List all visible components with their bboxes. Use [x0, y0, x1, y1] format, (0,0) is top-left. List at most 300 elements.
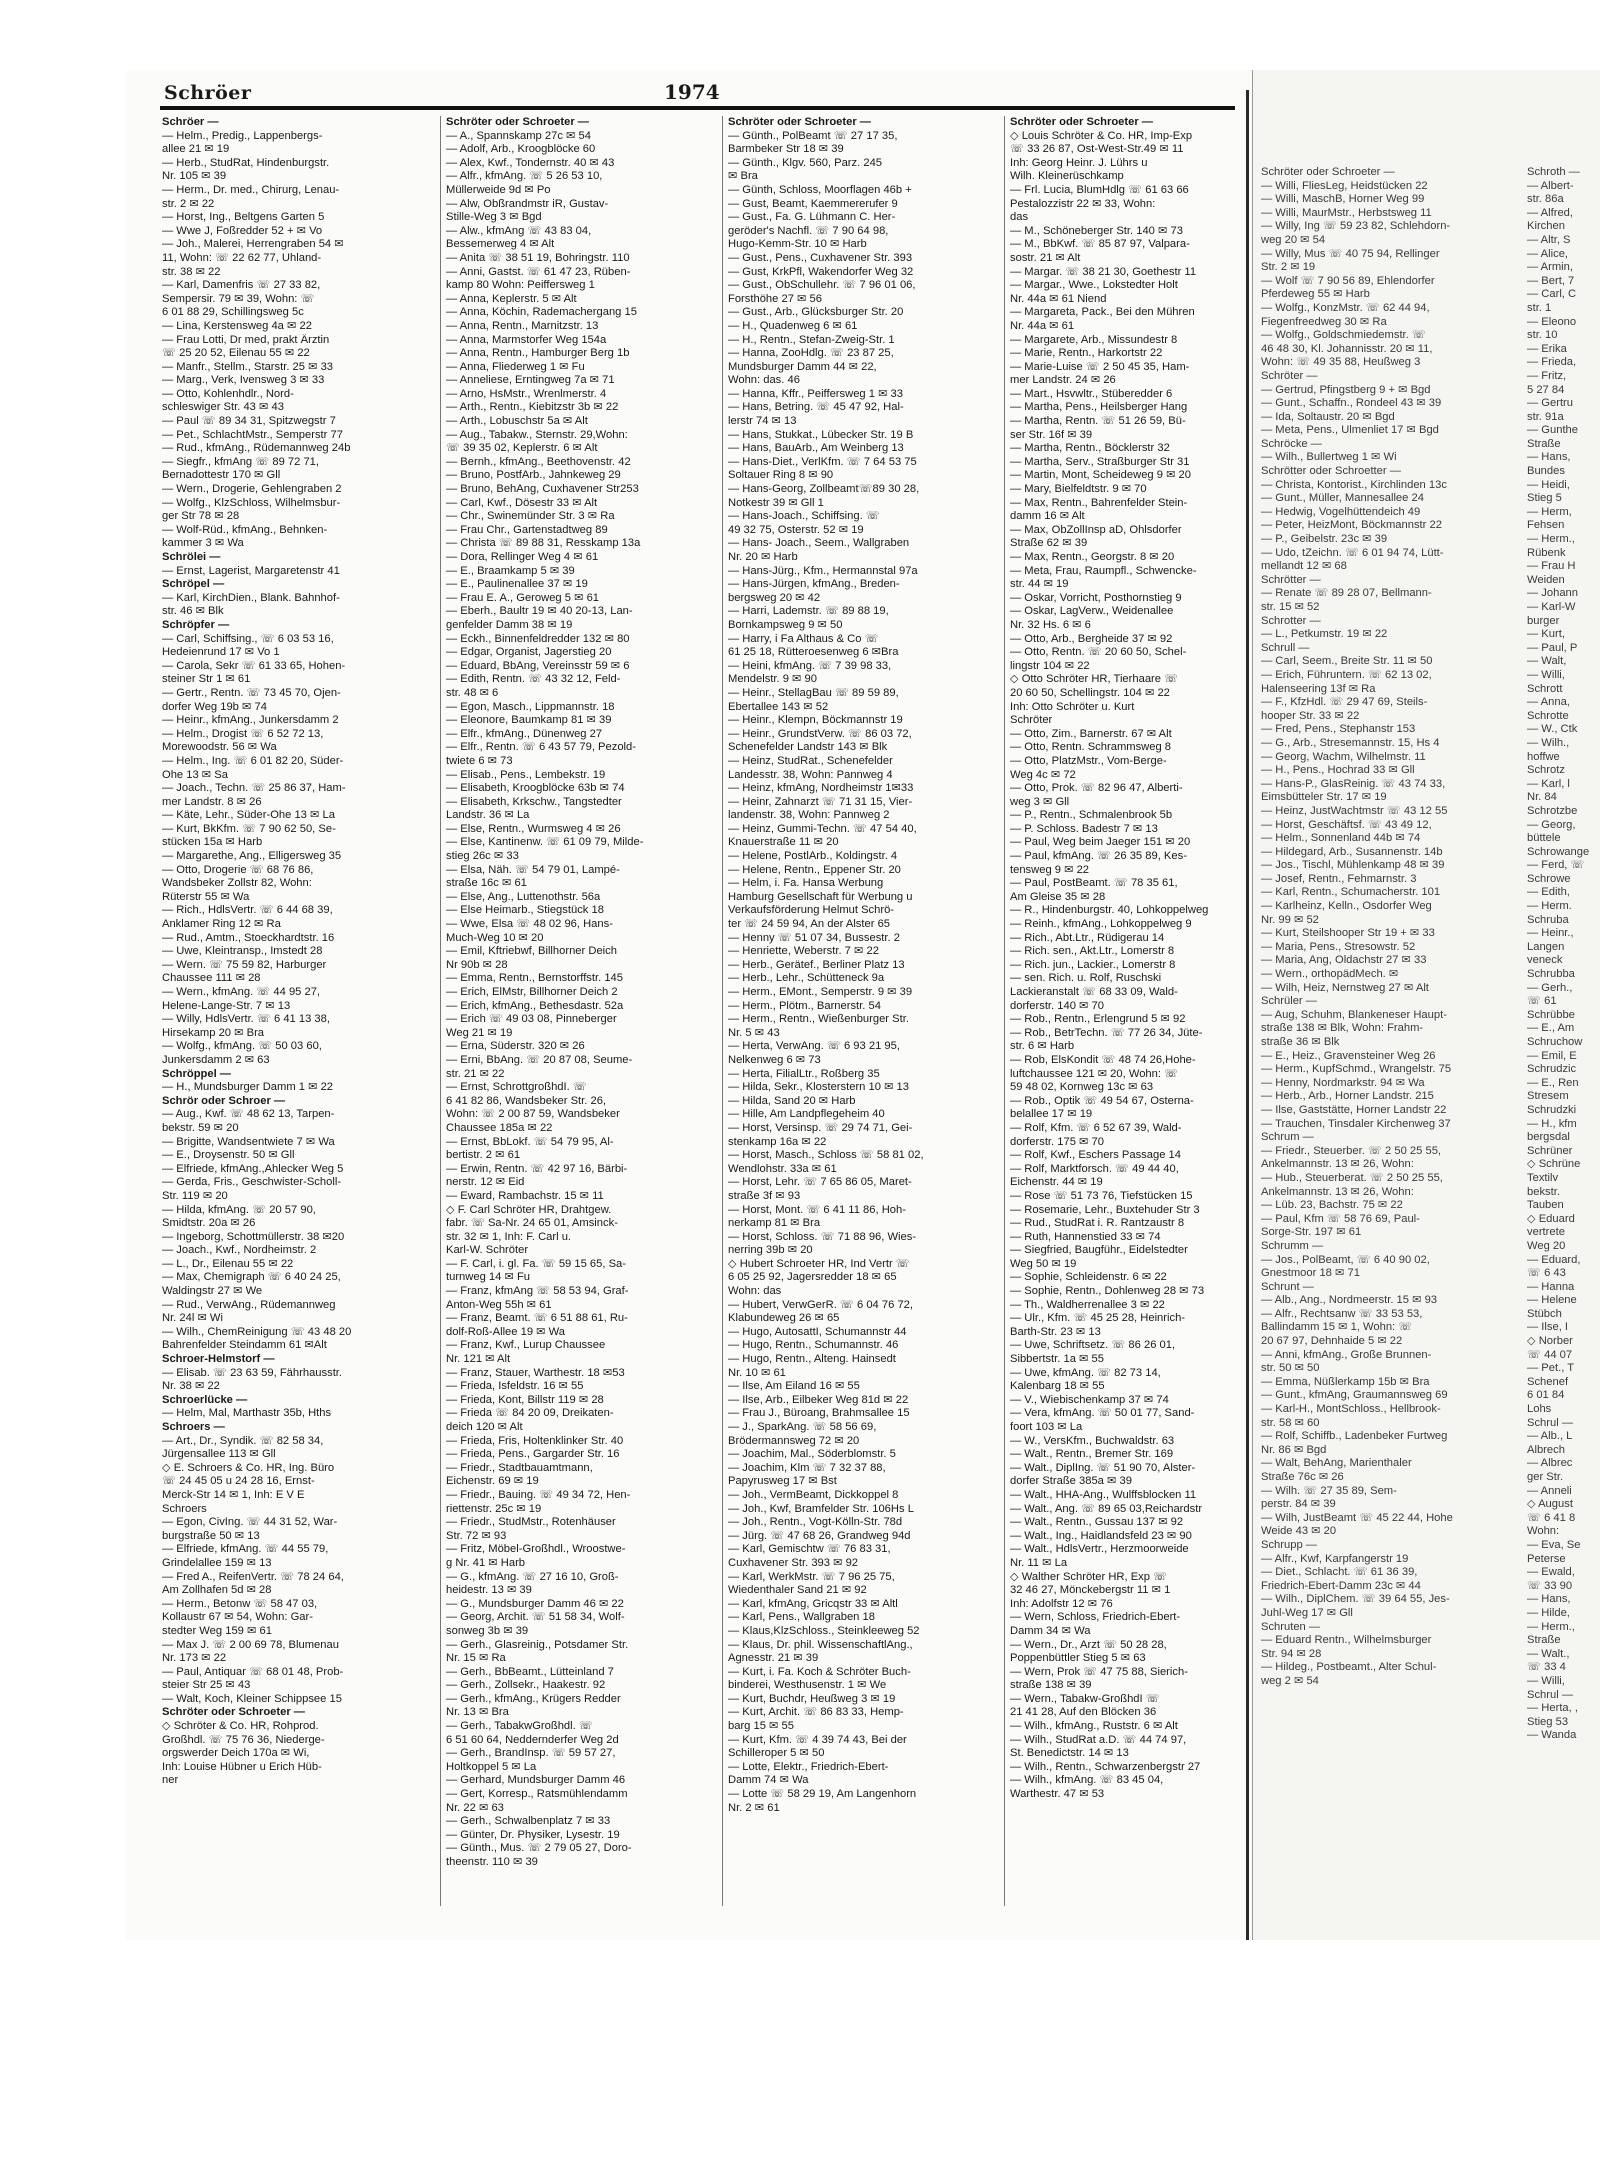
directory-entry-line: — A., Spannskamp 27c ✉ 54 — [446, 129, 591, 142]
directory-entry-line: weg 20 ✉ 54 — [1261, 233, 1326, 246]
directory-entry-line: Nr 90b ✉ 28 — [446, 958, 508, 971]
directory-entry-line: 6 51 60 64, Neddernderfer Weg 2d — [446, 1733, 619, 1746]
directory-entry-line: — Frl. Lucia, BlumHdlg ☏ 61 63 66 — [1010, 183, 1189, 196]
directory-entry-line: 59 48 02, Kornweg 13c ✉ 63 — [1010, 1081, 1154, 1094]
adjacent-column-2 — [1527, 166, 1600, 1743]
directory-entry-line: stedter Weg 159 ✉ 61 — [162, 1624, 272, 1637]
directory-entry-line: Schrowange — [1527, 845, 1590, 858]
directory-entry-line: Nr. 44a ✉ 61 — [1010, 319, 1075, 332]
directory-entry-line: ◇ Schrüne — [1527, 1158, 1581, 1171]
directory-entry-line: Helene-Lange-Str. 7 ✉ 13 — [162, 999, 291, 1012]
directory-entry-line: perstr. 84 ✉ 39 — [1261, 1498, 1336, 1511]
directory-entry-line: Stieg 5 — [1527, 492, 1562, 505]
directory-entry-line: Weide 43 ✉ 20 — [1261, 1525, 1337, 1538]
directory-entry-line: — Erni, BbAng. ☏ 20 87 08, Seume- — [446, 1053, 633, 1066]
directory-entry-line: Eimsbütteler Str. 17 ✉ 19 — [1261, 791, 1387, 804]
directory-entry-line: dolf-Roß-Allee 19 ✉ Wa — [446, 1325, 566, 1338]
directory-entry-line: Stille-Weg 3 ✉ Bgd — [446, 211, 542, 224]
directory-entry-line: — Hans-Joach., Schiffsing. ☏ — [728, 510, 880, 523]
directory-entry-line: Schrubba — [1527, 968, 1575, 981]
directory-entry-line: — Hildeg., Postbeamt., Alter Schul- — [1261, 1661, 1437, 1674]
directory-entry-line: ☏ 33 4 — [1527, 1661, 1566, 1674]
directory-entry-line: Friedrich-Ebert-Damm 23c ✉ 44 — [1261, 1579, 1421, 1592]
directory-entry-line: deich 120 ✉ Alt — [446, 1421, 523, 1433]
directory-entry-line: — Walt., HdlsVertr., Herzmoorweide — [1010, 1543, 1189, 1556]
directory-entry-line: bergsdal — [1527, 1131, 1570, 1144]
directory-column-1 — [162, 116, 432, 1788]
directory-entry-line: — Wern., Drogerie, Gehlengraben 2 — [162, 483, 342, 496]
directory-entry-line: Agnesstr. 21 ✉ 39 — [728, 1652, 819, 1665]
directory-entry-line: — Franz, kfmAng ☏ 58 53 94, Graf- — [446, 1285, 629, 1298]
directory-entry-line: ☏ 33 90 — [1527, 1579, 1573, 1592]
directory-entry-line: — Georg, — [1527, 818, 1576, 831]
directory-entry-line: Weg 50 ✉ 19 — [1010, 1257, 1077, 1270]
directory-entry-line: Str. 119 ✉ 20 — [162, 1189, 228, 1202]
directory-entry-line: — Rolf, Marktforsch. ☏ 49 44 40, — [1010, 1162, 1179, 1175]
directory-entry-line: — Rich., HdlsVertr. ☏ 6 44 68 39, — [162, 904, 333, 917]
directory-entry-line: — Gerhard, Mundsburger Damm 46 — [446, 1774, 626, 1787]
directory-entry-line: ◇ Hubert Schroeter HR, Ind Vertr ☏ — [728, 1257, 910, 1270]
directory-entry-line: ☏ 61 — [1527, 995, 1557, 1008]
directory-entry-line: Großhdl. ☏ 75 76 36, Niederge- — [162, 1733, 325, 1746]
directory-entry-line: Schröter oder Schroeter — — [728, 116, 871, 128]
directory-entry-line: weg 2 ✉ 54 — [1261, 1674, 1319, 1687]
directory-entry-line: das — [1010, 211, 1029, 224]
directory-entry-line: Sibbertstr. 1a ✉ 55 — [1010, 1353, 1104, 1366]
directory-entry-line: — Gust., Fa. G. Lühmann C. Her- — [728, 211, 896, 224]
directory-entry-line: — Fred A., ReifenVertr. ☏ 78 24 64, — [162, 1570, 344, 1583]
directory-entry-line: — Joach., Kwf., Nordheimstr. 2 — [162, 1244, 317, 1257]
directory-entry-line: Kalenbarg 18 ✉ 55 — [1010, 1380, 1105, 1393]
directory-entry-line: — G., Arb., Stresemannstr. 15, Hs 4 — [1261, 736, 1440, 749]
directory-entry-line: Brödermannsweg 72 ✉ 20 — [728, 1434, 860, 1447]
directory-entry-line: allee 21 ✉ 19 — [162, 143, 230, 156]
directory-entry-line: Straße — [1527, 437, 1561, 450]
directory-entry-line: Langen — [1527, 940, 1565, 953]
directory-entry-line: Nr. 38 ✉ 22 — [162, 1380, 220, 1393]
directory-entry-line: — Rob, ElsKondit ☏ 48 74 26,Hohe- — [1010, 1053, 1196, 1066]
directory-entry-line: stücken 15a ✉ Harb — [162, 836, 263, 849]
directory-entry-line: — Albrec — [1527, 1457, 1573, 1470]
directory-entry-line: bertistr. 2 ✉ 61 — [446, 1149, 521, 1162]
directory-entry-line: — Edgar, Organist, Jagerstieg 20 — [446, 646, 612, 659]
directory-entry-line: — Heinr., — [1527, 927, 1574, 940]
directory-entry-line: — Franz, Stauer, Warthestr. 18 ✉53 — [446, 1366, 625, 1379]
directory-entry-line: — Erich, Führuntern. ☏ 62 13 02, — [1261, 668, 1432, 681]
running-head-word: Schröer — [164, 82, 252, 104]
directory-entry-line: — Marie, Rentn., Harkortstr 22 — [1010, 347, 1163, 360]
directory-entry-line: — Franz, Beamt. ☏ 6 51 88 61, Ru- — [446, 1312, 628, 1325]
directory-entry-line: — Rolf, Kwf., Eschers Passage 14 — [1010, 1149, 1181, 1162]
directory-entry-line: — Hans-Diet., VerlKfm. ☏ 7 64 53 75 — [728, 455, 917, 468]
directory-entry-line: Schrotte — [1527, 709, 1569, 722]
directory-entry-line: — Günter, Dr. Physiker, Lysestr. 19 — [446, 1828, 620, 1841]
directory-entry-line: str. 1 — [1527, 301, 1552, 314]
directory-entry-line: — Elfriede, kfmAng. ☏ 44 55 79, — [162, 1543, 329, 1556]
directory-entry-line: — Karlheinz, Kelln., Osdorfer Weg — [1261, 900, 1432, 913]
directory-entry-line: Schröcke — — [1261, 437, 1322, 450]
directory-entry-line: — Paul, PostBeamt. ☏ 78 35 61, — [1010, 877, 1178, 890]
directory-entry-line: — M., Schöneberger Str. 140 ✉ 73 — [1010, 224, 1183, 237]
directory-entry-line: — Margareta, Pack., Bei den Mühren — [1010, 306, 1195, 319]
directory-entry-line: Bahrenfelder Steindamm 61 ✉Alt — [162, 1339, 327, 1352]
directory-entry-line: — Alice, — [1527, 247, 1569, 260]
directory-entry-line: Ankelmannstr. 13 ✉ 26, Wohn: — [1261, 1185, 1414, 1198]
directory-entry-line: — Wern., orthopädMech. ✉ — [1261, 968, 1399, 981]
directory-entry-line: Ballindamm 15 ✉ 1, Wohn: ☏ — [1261, 1321, 1413, 1334]
directory-entry-line: — Eckh., Binnenfeldredder 132 ✉ 80 — [446, 632, 630, 645]
directory-entry-line: straße 3f ✉ 93 — [728, 1189, 801, 1202]
directory-entry-line: — Wilh., kfmAng. ☏ 83 45 04, — [1010, 1774, 1164, 1787]
directory-entry-line: — Ruth, Hannenstied 33 ✉ 74 — [1010, 1230, 1161, 1243]
directory-entry-line: twiete 6 ✉ 73 — [446, 754, 513, 767]
directory-entry-line: ◇ Otto Schröter HR, Tierhaare ☏ — [1010, 673, 1179, 686]
directory-entry-line: — Anna, Rentn., Marnitzstr. 13 — [446, 319, 599, 332]
directory-entry-line: — Eleonore, Baumkamp 81 ✉ 39 — [446, 714, 612, 727]
directory-entry-line: — Horst, Masch., Schloss ☏ 58 81 02, — [728, 1149, 924, 1162]
directory-entry-line: — Marie-Luise ☏ 2 50 45 35, Ham- — [1010, 360, 1190, 373]
directory-entry-line: Sempersir. 79 ✉ 39, Wohn: ☏ — [162, 292, 315, 305]
directory-entry-line: Barmbeker Str 18 ✉ 39 — [728, 143, 844, 156]
directory-entry-line: — P., Rentn., Schmalenbrook 5b — [1010, 809, 1173, 822]
directory-entry-line: ◇ Norber — [1527, 1335, 1573, 1348]
directory-entry-line: ◇ Eduard — [1527, 1212, 1575, 1225]
directory-entry-line: — Otto, PlatzMstr., Vom-Berge- — [1010, 754, 1167, 767]
directory-entry-line: — Wilh., StudRat a.D. ☏ 44 74 97, — [1010, 1733, 1187, 1746]
directory-entry-line: Inh: Otto Schröter u. Kurt — [1010, 700, 1135, 713]
directory-entry-line: — F., KfzHdl. ☏ 29 47 69, Steils- — [1261, 696, 1428, 709]
directory-entry-line: kamp 80 Wohn: Peiffersweg 1 — [446, 279, 595, 292]
directory-entry-line: Hedeienrund 17 ✉ Vo 1 — [162, 646, 280, 659]
directory-entry-line: — Helm, i. Fa. Hansa Werbung — [728, 877, 884, 890]
directory-entry-line: Landstr. 36 ✉ La — [446, 809, 530, 822]
directory-entry-line: — Willi, — [1527, 1674, 1565, 1687]
directory-entry-line: — Hans, BauArb., Am Weinberg 13 — [728, 442, 904, 455]
directory-entry-line: — Else, Kantinenw. ☏ 61 09 79, Milde- — [446, 836, 644, 849]
directory-entry-line: — Karl-H., MontSchloss., Hellbrook- — [1261, 1403, 1441, 1416]
directory-entry-line: — Rud., VerwAng., Rüdemannweg — [162, 1298, 336, 1311]
directory-entry-line: ☏ 6 41 8 — [1527, 1511, 1576, 1524]
directory-entry-line: — Rud., kfmAng., Rüdemannweg 24b — [162, 442, 351, 455]
directory-entry-line: — Mary, Bielfeldtstr. 9 ✉ 70 — [1010, 483, 1147, 496]
directory-entry-line: Wohn: das — [728, 1285, 782, 1298]
directory-entry-line: — Herm., Plötm., Barnerstr. 54 — [728, 999, 881, 1012]
directory-entry-line: Lackieranstalt ☏ 68 33 09, Wald- — [1010, 986, 1178, 998]
directory-entry-line: — Siegfr., kfmAng ☏ 89 72 71, — [162, 455, 320, 468]
directory-entry-line: — Horst, Ing., Beltgens Garten 5 — [162, 211, 325, 224]
directory-entry-line: Nr. 173 ✉ 22 — [162, 1652, 227, 1665]
directory-column-4 — [1010, 116, 1280, 1802]
directory-entry-line: — Josef, Rentn., Fehmarnstr. 3 — [1261, 872, 1417, 885]
directory-entry-line: — Diet., Schlacht. ☏ 61 36 39, — [1261, 1566, 1418, 1579]
directory-entry-line: veneck — [1527, 954, 1563, 967]
directory-entry-line: Holtkoppel 5 ✉ La — [446, 1760, 537, 1773]
directory-entry-line: — Walt., Ang. ☏ 89 65 03,Reichardstr — [1010, 1502, 1203, 1515]
directory-entry-line: Peterse — [1527, 1552, 1566, 1565]
directory-entry-line: — Carola, Sekr ☏ 61 33 65, Hohen- — [162, 659, 346, 672]
directory-entry-line: 11, Wohn: ☏ 22 62 77, Uhland- — [162, 251, 322, 264]
directory-entry-line: foort 103 ✉ La — [1010, 1421, 1083, 1433]
directory-entry-line: — Oskar, Vorricht, Posthornstieg 9 — [1010, 591, 1182, 604]
directory-entry-line: — Joh., Kwf, Bramfelder Str. 106Hs L — [728, 1502, 914, 1515]
directory-entry-line: — E., Droysenstr. 50 ✉ Gll — [162, 1149, 295, 1162]
page-number: 1974 — [664, 80, 720, 104]
directory-entry-line: — Hans, Betring. ☏ 45 47 92, Hal- — [728, 401, 904, 414]
directory-entry-line: — Heidi, — [1527, 478, 1570, 491]
directory-entry-line: Wilh. Kleinerüschkamp — [1010, 170, 1124, 183]
directory-entry-line: — Alfr., kfmAng. ☏ 5 26 53 10, — [446, 170, 603, 183]
directory-entry-line: — Arth., Rentn., Kiebitzstr 3b ✉ 22 — [446, 401, 619, 414]
directory-entry-line: weg 3 ✉ Gll — [1010, 795, 1070, 808]
directory-entry-line: — Rich., Abt.Ltr., Rüdigerau 14 — [1010, 931, 1165, 944]
directory-entry-line: — Walt., HHA-Ang., Wulffsblocken 11 — [1010, 1488, 1197, 1501]
directory-entry-line: Schrotzbe — [1527, 804, 1578, 817]
directory-entry-line: — Herm., Rentn., Wießenburger Str. — [728, 1013, 909, 1026]
directory-entry-line: — Ernst, BbLokf. ☏ 54 79 95, Al- — [446, 1135, 614, 1148]
directory-entry-line: Nr. 2 ✉ 61 — [728, 1801, 780, 1814]
directory-entry-line: — Elisab., Pens., Lembekstr. 19 — [446, 768, 606, 781]
directory-entry-line: — Pet., T — [1527, 1362, 1575, 1375]
directory-entry-line: — Kurt, i. Fa. Koch & Schröter Buch- — [728, 1665, 911, 1678]
directory-entry-line: — Anna, Marmstorfer Weg 154a — [446, 333, 607, 346]
directory-entry-line: — Hans, — [1527, 1593, 1571, 1606]
directory-entry-line: — L., Petkumstr. 19 ✉ 22 — [1261, 628, 1388, 641]
directory-entry-line: — Fritz, — [1527, 369, 1567, 382]
directory-entry-line: — E., Heiz., Gravensteiner Weg 26 — [1261, 1049, 1436, 1062]
directory-entry-line: straße 138 ✉ 39 — [1010, 1679, 1092, 1692]
directory-entry-line: str. 6 ✉ Harb — [1010, 1040, 1075, 1053]
directory-entry-line: Schrötter oder Schroetter — — [1261, 465, 1401, 478]
directory-entry-line: ◇ Walther Schröter HR, Exp ☏ — [1010, 1570, 1168, 1583]
directory-entry-line: sostr. 21 ✉ Alt — [1010, 251, 1081, 264]
directory-entry-line: — Sophie, Schleidenstr. 6 ✉ 22 — [1010, 1271, 1167, 1284]
directory-entry-line: — Ferd, ☏ — [1527, 859, 1585, 872]
directory-entry-line: — Arth., Lobuschstr 5a ✉ Alt — [446, 415, 588, 428]
directory-entry-line: — Horst, Schloss. ☏ 71 88 96, Wies- — [728, 1230, 917, 1243]
directory-entry-line: — Gunt., Schaffn., Rondeel 43 ✉ 39 — [1261, 397, 1442, 410]
directory-entry-line: — Uwe, Kleintransp., Imstedt 28 — [162, 945, 323, 958]
directory-entry-line: — Aug, Schuhm, Blankeneser Haupt- — [1261, 1008, 1447, 1021]
directory-entry-line: — Frau E. A., Geroweg 5 ✉ 61 — [446, 591, 600, 604]
directory-entry-line: kammer 3 ✉ Wa — [162, 537, 244, 550]
directory-entry-line: — Gertr., Rentn. ☏ 73 45 70, Ojen- — [162, 686, 341, 699]
directory-entry-line: Weg 4c ✉ 72 — [1010, 768, 1076, 781]
directory-entry-line: — Meta, Frau, Raumpfl., Schwencke- — [1010, 564, 1197, 577]
directory-entry-line: Str. 2 ✉ 19 — [1261, 261, 1316, 274]
directory-entry-line: — Kurt, Kfm. ☏ 4 39 74 43, Bei der — [728, 1733, 907, 1746]
directory-entry-line: — Horst, Versinsp. ☏ 29 74 71, Gei- — [728, 1121, 913, 1134]
directory-entry-line: Rübenk — [1527, 546, 1566, 559]
directory-entry-line: — Herb., StudRat, Hindenburgstr. — [162, 156, 330, 169]
directory-entry-line: — Anna, Fliederweg 1 ✉ Fu — [446, 360, 585, 373]
directory-entry-line: — Rob., Optik ☏ 49 54 67, Osterna- — [1010, 1094, 1194, 1107]
directory-entry-line: binderei, Westhusenstr. 1 ✉ We — [728, 1679, 887, 1692]
directory-entry-line: — Horst, Mont. ☏ 6 41 11 86, Hoh- — [728, 1203, 906, 1216]
directory-entry-line: — Georg, Archit. ☏ 51 58 34, Wolf- — [446, 1611, 625, 1624]
directory-entry-line: — Gust, Beamt, Kaemmererufer 9 — [728, 197, 898, 210]
directory-entry-line: — Marg., Verk, Ivensweg 3 ✉ 33 — [162, 374, 325, 387]
directory-entry-line: — Willi, MaurMstr., Herbstsweg 11 — [1261, 206, 1432, 219]
directory-entry-line: Str. 94 ✉ 28 — [1261, 1647, 1322, 1660]
directory-entry-line: — Ilse, Am Eiland 16 ✉ 55 — [728, 1380, 860, 1393]
directory-entry-line: Pferdeweg 55 ✉ Harb — [1261, 288, 1370, 301]
directory-entry-line: ter ☏ 24 59 94, An der Alster 65 — [728, 918, 891, 931]
directory-entry-line: — Udo, tZeichn. ☏ 6 01 94 74, Lütt- — [1261, 546, 1444, 559]
directory-entry-line: — Helene — [1527, 1294, 1577, 1307]
directory-entry-line: — L., Dr., Eilenau 55 ✉ 22 — [162, 1257, 294, 1270]
directory-entry-line: — Herm., KupfSchmd., Wrangelstr. 75 — [1261, 1063, 1452, 1076]
directory-entry-line: — Joachim, Klm ☏ 7 32 37 88, — [728, 1461, 886, 1474]
directory-entry-line: — Alex, Kwf., Tondernstr. 40 ✉ 43 — [446, 156, 615, 169]
directory-entry-line: — Dora, Rellinger Weg 4 ✉ 61 — [446, 551, 599, 563]
directory-entry-line: — Eva, Se — [1527, 1538, 1581, 1551]
directory-entry-line: hooper Str. 33 ✉ 22 — [1261, 709, 1360, 722]
directory-entry-line: — Paul, P — [1527, 641, 1578, 654]
directory-entry-line: — Alb., L — [1527, 1430, 1573, 1443]
directory-entry-line: Schrul — — [1527, 1416, 1574, 1429]
directory-entry-line: Schilleroper 5 ✉ 50 — [728, 1747, 825, 1760]
directory-entry-line: ◇ Louis Schröter & Co. HR, Imp-Exp — [1010, 129, 1193, 142]
directory-entry-line: — Herta, FilialLtr., Roßberg 35 — [728, 1067, 880, 1080]
directory-entry-line: Nr. 11 ✉ La — [1010, 1556, 1068, 1569]
directory-entry-line: — Albert- — [1527, 179, 1574, 192]
directory-entry-line: — Ewald, — [1527, 1566, 1575, 1579]
directory-entry-line: Verkaufsförderung Helmut Schrö- — [728, 904, 895, 917]
directory-entry-line: — Eberh., Baultr 19 ✉ 40 20-13, Lan- — [446, 605, 633, 618]
directory-entry-line: — Anna, Keplerstr. 5 ✉ Alt — [446, 292, 577, 305]
directory-entry-line: Schroer-Helmstorf — — [162, 1353, 275, 1366]
directory-entry-line: — Gerda, Fris., Geschwister-Scholl- — [162, 1176, 342, 1189]
directory-entry-line: — Hanna, Kffr., Peiffersweg 1 ✉ 33 — [728, 387, 904, 400]
directory-entry-line: — V., Wiebischenkamp 37 ✉ 74 — [1010, 1393, 1169, 1406]
directory-entry-line: str. 50 ✉ 50 — [1261, 1362, 1320, 1375]
directory-entry-line: — M., BbKwf. ☏ 85 87 97, Valpara- — [1010, 238, 1190, 251]
directory-entry-line: — Günth., PolBeamt ☏ 27 17 35, — [728, 129, 898, 142]
directory-entry-line: — Armin, — [1527, 261, 1574, 274]
directory-entry-line: str. 15 ✉ 52 — [1261, 601, 1320, 613]
directory-entry-line: Nr. 99 ✉ 52 — [1261, 913, 1319, 926]
directory-entry-line: — Wilh., kfmAng., Ruststr. 6 ✉ Alt — [1010, 1720, 1178, 1733]
directory-entry-line: — Else, Rentn., Wurmsweg 4 ✉ 26 — [446, 822, 621, 835]
directory-entry-line: — Gust., ObSchullehr. ☏ 7 96 01 06, — [728, 279, 916, 292]
directory-entry-line: — E., Ren — [1527, 1076, 1579, 1089]
directory-entry-line: — Ilse, I — [1527, 1321, 1569, 1334]
directory-entry-line: — Meta, Pens., Ulmenliet 17 ✉ Bgd — [1261, 424, 1439, 437]
directory-entry-line: 6 01 88 29, Schillingsweg 5c — [162, 306, 304, 319]
directory-entry-line: Kollaustr 67 ✉ 54, Wohn: Gar- — [162, 1611, 313, 1624]
directory-entry-line: Schröter — [1010, 714, 1053, 727]
directory-entry-line: Barth-Str. 23 ✉ 13 — [1010, 1325, 1101, 1338]
directory-entry-line: Wiedenthaler Sand 21 ✉ 92 — [728, 1584, 867, 1597]
directory-entry-line: — Wilh. ☏ 27 35 89, Sem- — [1261, 1484, 1397, 1497]
directory-entry-line: — Herb., Arb., Horner Landstr. 215 — [1261, 1090, 1434, 1103]
directory-entry-line: Anton-Weg 55h ✉ 61 — [446, 1298, 552, 1311]
directory-entry-line: — Martha, Serv., Straßburger Str 31 — [1010, 455, 1190, 468]
directory-entry-line: damm 16 ✉ Alt — [1010, 510, 1085, 523]
directory-entry-line: — Friedr., Steuerber. ☏ 2 50 25 55, — [1261, 1144, 1442, 1157]
directory-entry-line: Much-Weg 10 ✉ 20 — [446, 931, 544, 944]
directory-entry-line: — Rose ☏ 51 73 76, Tiefstücken 15 — [1010, 1189, 1193, 1202]
directory-entry-line: dorferstr. 175 ✉ 70 — [1010, 1135, 1104, 1148]
directory-entry-line: vertrete — [1527, 1226, 1565, 1239]
directory-entry-line: Pestalozzistr 22 ✉ 33, Wohn: — [1010, 197, 1156, 210]
directory-entry-line: — Herm., EMont., Semperstr. 9 ✉ 39 — [728, 986, 913, 998]
directory-entry-line: Damm 34 ✉ Wa — [1010, 1624, 1091, 1637]
directory-entry-line: — P., Geibelstr. 23c ✉ 39 — [1261, 533, 1388, 546]
directory-entry-line: — Joachim, Mal., Söderblomstr. 5 — [728, 1448, 896, 1461]
directory-entry-line: — Elisabeth, Krkschw., Tangstedter — [446, 795, 622, 808]
directory-entry-line: Schrum — — [1261, 1131, 1314, 1144]
directory-entry-line: Mundsburger Damm 44 ✉ 22, — [728, 360, 877, 373]
directory-entry-line: Warthestr. 47 ✉ 53 — [1010, 1788, 1105, 1801]
directory-entry-line: — Herta, , — [1527, 1702, 1578, 1715]
directory-entry-line: 46 48 30, Kl. Johannisstr. 20 ✉ 11, — [1261, 342, 1433, 355]
directory-entry-line: — Emil, Kftriebwf, Billhorner Deich — [446, 945, 617, 958]
directory-entry-line: — Gerh., BbBeamt., Lütteinland 7 — [446, 1665, 614, 1678]
directory-entry-line: — Hans, — [1527, 451, 1571, 464]
directory-entry-line: Eichenstr. 69 ✉ 19 — [446, 1475, 539, 1488]
directory-entry-line: — E., Paulinenallee 37 ✉ 19 — [446, 578, 588, 591]
directory-entry-line: — Erna, Süderstr. 320 ✉ 26 — [446, 1040, 585, 1053]
directory-entry-line: stenkamp 16a ✉ 22 — [728, 1135, 827, 1148]
directory-entry-line: Mendelstr. 9 ✉ 90 — [728, 673, 817, 686]
directory-entry-line: orgswerder Deich 170a ✉ Wi, — [162, 1747, 310, 1760]
directory-entry-line: nerring 39b ✉ 20 — [728, 1244, 813, 1257]
directory-entry-line: luftchaussee 121 ✉ 20, Wohn: ☏ — [1010, 1067, 1179, 1080]
directory-entry-line: — Erich, ElMstr, Billhorner Deich 2 — [446, 986, 618, 998]
directory-entry-line: str. 91a — [1527, 410, 1564, 423]
directory-entry-line: — Wern. ☏ 75 59 82, Harburger — [162, 958, 327, 971]
directory-entry-line: — Walt, Koch, Kleiner Schippsee 15 — [162, 1692, 342, 1705]
directory-entry-line: Chaussee 185a ✉ 22 — [446, 1121, 553, 1134]
directory-entry-line: — Kurt, Archit. ☏ 86 83 33, Hemp- — [728, 1706, 904, 1719]
directory-entry-line: — Günth, Schloss, Moorflagen 46b + — [728, 183, 912, 196]
directory-entry-line: Schrupp — — [1261, 1538, 1317, 1551]
directory-entry-line: — Walt, BehAng, Marienthaler — [1261, 1457, 1412, 1470]
header-rule — [160, 106, 1235, 110]
directory-entry-line: Müllerweide 9d ✉ Po — [446, 183, 551, 196]
directory-entry-line: nerstr. 12 ✉ Eid — [446, 1176, 525, 1189]
directory-entry-line: — Emma, Rentn., Bernstorffstr. 145 — [446, 972, 623, 985]
directory-entry-line: Ankelmannstr. 13 ✉ 26, Wohn: — [1261, 1158, 1414, 1171]
directory-entry-line: straße 138 ✉ Blk, Wohn: Frahm- — [1261, 1022, 1424, 1035]
directory-entry-line: mer Landstr. 24 ✉ 26 — [1010, 374, 1116, 387]
directory-entry-line: — Elsa, Näh. ☏ 54 79 01, Lampé- — [446, 863, 620, 876]
directory-entry-line: — Horst, Geschäftsf. ☏ 43 49 12, — [1261, 818, 1432, 831]
directory-column-3 — [728, 116, 998, 1815]
directory-entry-line: str. 2 ✉ 22 — [162, 197, 215, 210]
directory-entry-line: — Karl, KirchDien., Blank. Bahnhof- — [162, 591, 340, 604]
directory-entry-line: — Eward, Rambachstr. 15 ✉ 11 — [446, 1189, 604, 1202]
directory-entry-line: barg 15 ✉ 55 — [728, 1720, 794, 1733]
directory-entry-line: — Hille, Am Landpflegeheim 40 — [728, 1108, 885, 1121]
directory-entry-line: 5 27 84 — [1527, 383, 1565, 396]
directory-entry-line: — Frau H — [1527, 560, 1576, 573]
directory-entry-line: — Gerh., TabakwGroßhdl. ☏ — [446, 1720, 593, 1733]
directory-entry-line: — Hans-Jürg., Kfm., Hermannstal 97a — [728, 564, 918, 577]
directory-entry-line: Bundes — [1527, 465, 1565, 478]
directory-entry-line: — Carl, C — [1527, 288, 1577, 301]
directory-entry-line: — Kurt, Steilshooper Str 19 + ✉ 33 — [1261, 927, 1435, 940]
directory-entry-line: turnweg 14 ✉ Fu — [446, 1271, 530, 1284]
directory-entry-line: Waldingstr 27 ✉ We — [162, 1285, 263, 1298]
directory-entry-line: — Wern., kfmAng. ☏ 44 95 27, — [162, 986, 321, 998]
directory-entry-line: Nr. 10 ✉ 61 — [728, 1366, 786, 1379]
directory-entry-line: burger — [1527, 614, 1560, 627]
directory-entry-line: Nr. 44a ✉ 61 Niend — [1010, 292, 1107, 305]
directory-entry-line: 6 41 82 86, Wandsbeker Str. 26, — [446, 1094, 607, 1107]
directory-entry-line: Nr. 15 ✉ Ra — [446, 1652, 506, 1665]
